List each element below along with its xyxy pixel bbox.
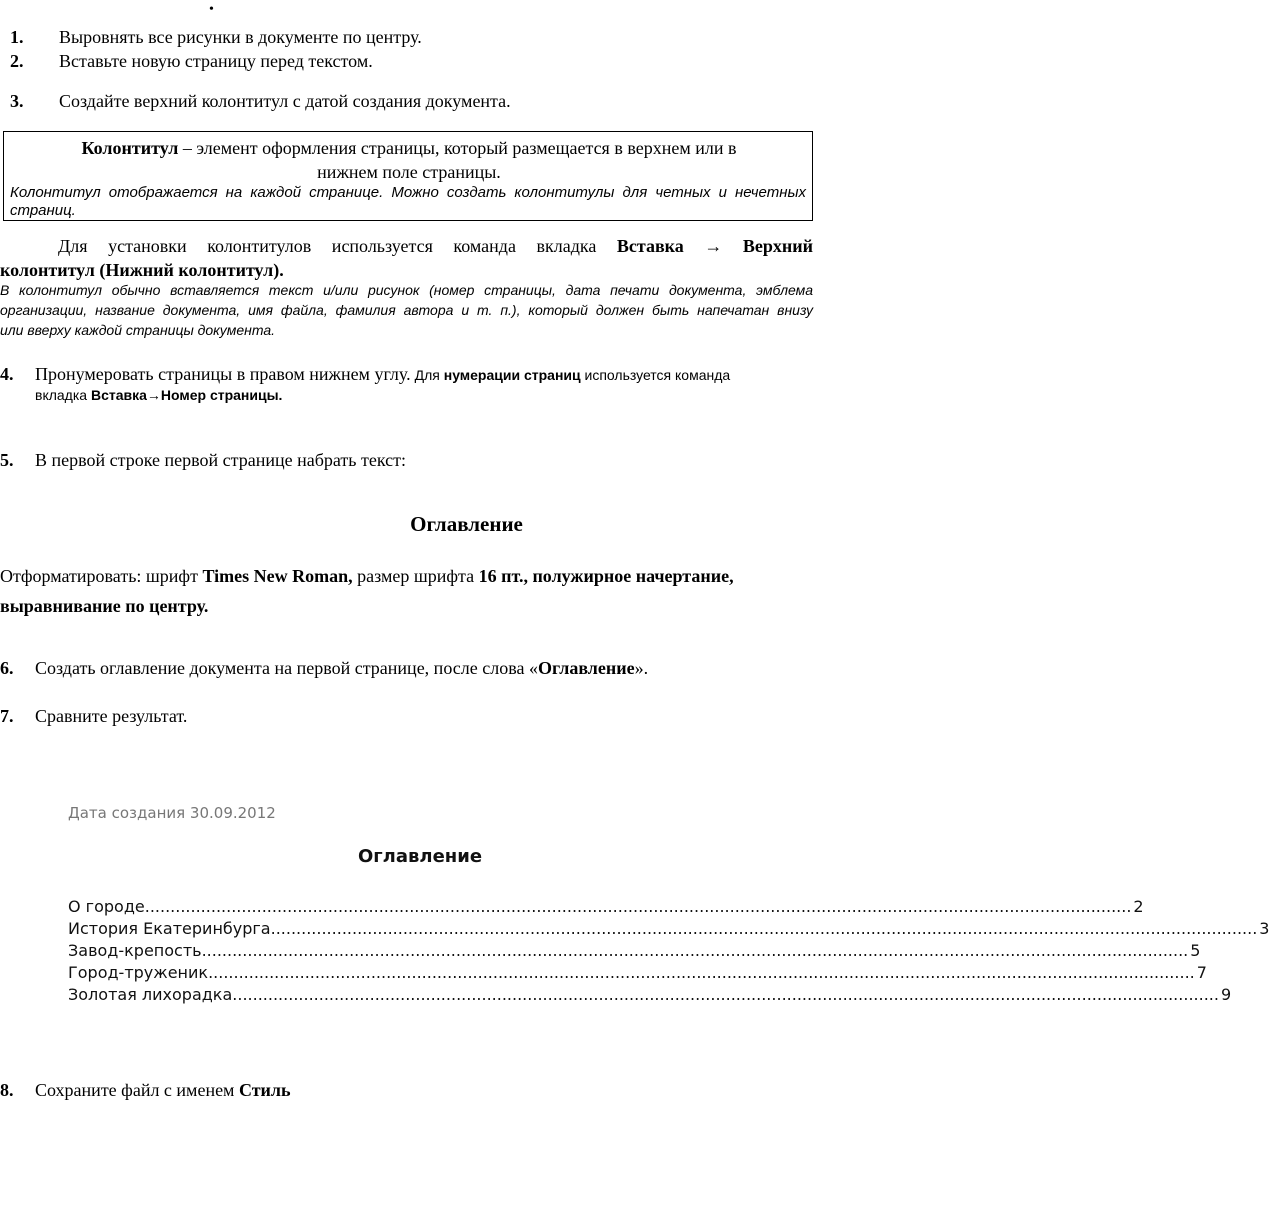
toc-leader-dots: .................................................................................................................................................................................................. bbox=[232, 985, 1219, 1004]
item-4-small-post: используется команда bbox=[580, 367, 731, 383]
toc-leader-dots: .................................................................................................................................................................................................. bbox=[208, 963, 1195, 982]
item-1-number: 1. bbox=[10, 27, 24, 47]
format-pre: Отформатировать: шрифт bbox=[0, 566, 203, 586]
format-align: выравнивание по центру. bbox=[0, 596, 209, 616]
install-command: Вставка → Верхний bbox=[616, 236, 813, 256]
toc-entry-page: 5 bbox=[1190, 941, 1201, 960]
sample-date-header: Дата создания 30.09.2012 bbox=[68, 804, 276, 822]
install-text: Для установки колонтитулов используется команда вкладка bbox=[58, 236, 597, 256]
toc-heading: Оглавление bbox=[410, 512, 523, 536]
item-4-number: 4. bbox=[0, 364, 14, 384]
toc-entry bbox=[68, 960, 1207, 982]
toc-entry-label: Золотая лихорадка bbox=[68, 985, 233, 1004]
toc-entry-page: 3 bbox=[1259, 919, 1269, 938]
item-1-text: Выровнять все рисунки в документе по центру. bbox=[59, 27, 422, 47]
toc-entry-page: 9 bbox=[1220, 985, 1232, 1004]
item-6-post: ». bbox=[634, 658, 649, 678]
toc-entry-page: 2 bbox=[1133, 897, 1144, 916]
toc-entry bbox=[68, 938, 1201, 960]
install-paragraph-line-1 bbox=[58, 236, 813, 257]
item-5-text: В первой строке первой странице набрать текст: bbox=[35, 450, 406, 470]
toc-entry-label: Завод-крепость bbox=[68, 941, 202, 960]
item-3-number: 3. bbox=[10, 91, 24, 111]
item-8-filename: Стиль bbox=[238, 1080, 291, 1100]
toc-entry bbox=[68, 916, 1269, 938]
definition-line-1 bbox=[4, 138, 814, 159]
install-note-line-2: организации, название документа, имя файла, фамилия автора и т. п.), который должен быть напечатан внизу bbox=[0, 302, 813, 318]
sample-toc-title: Оглавление bbox=[357, 846, 483, 867]
item-4-small-pre: Для bbox=[414, 367, 444, 383]
definition-italic-line-1: Колонтитул отображается на каждой странице. Можно создать колонтитулы для четных и нечетных bbox=[10, 184, 806, 201]
item-6-text bbox=[35, 658, 648, 679]
item-4-line-2-text: вкладка bbox=[35, 387, 91, 403]
toc-leader-dots: .................................................................................................................................................................................................. bbox=[144, 897, 1132, 916]
item-5-number: 5. bbox=[0, 450, 14, 470]
toc-entry-page: 7 bbox=[1196, 963, 1207, 982]
definition-italic-line-2: страниц. bbox=[10, 202, 76, 219]
item-7-text: Сравните результат. bbox=[35, 706, 188, 726]
definition-line-2: нижнем поле страницы. bbox=[317, 162, 501, 182]
toc-entry-label: История Екатеринбурга bbox=[68, 919, 271, 938]
item-6-number: 6. bbox=[0, 658, 14, 678]
toc-entry bbox=[68, 894, 1144, 916]
format-paragraph-line-1 bbox=[0, 566, 816, 587]
definition-term: Колонтитул bbox=[81, 138, 179, 158]
install-note-line-1: В колонтитул обычно вставляется текст и/или рисунок (номер страницы, дата печати документа, эмблема bbox=[0, 282, 813, 298]
item-6-bold: Оглавление bbox=[537, 658, 635, 678]
item-2-number: 2. bbox=[10, 51, 24, 71]
toc-entry-label: О городе bbox=[68, 897, 145, 916]
format-style: 16 пт., полужирное начертание, bbox=[478, 566, 734, 586]
item-4-text: Пронумеровать страницы в правом нижнем углу. bbox=[35, 364, 411, 384]
item-3-text: Создайте верхний колонтитул с датой создания документа. bbox=[59, 91, 511, 111]
item-4-small-bold: нумерации страниц bbox=[443, 367, 581, 383]
item-4-line-2 bbox=[35, 387, 282, 403]
toc-leader-dots: .................................................................................................................................................................................................. bbox=[201, 941, 1189, 960]
install-command-cont: колонтитул (Нижний колонтитул). bbox=[0, 260, 284, 280]
install-paragraph-line-2 bbox=[0, 260, 284, 281]
item-4-line-1 bbox=[35, 364, 813, 385]
definition-text: – элемент оформления страницы, который размещается в верхнем или в bbox=[178, 138, 737, 158]
item-4-line-2-bold: Вставка→Номер страницы. bbox=[90, 387, 283, 403]
item-2-text: Вставьте новую страницу перед текстом. bbox=[59, 51, 373, 71]
format-font: Times New Roman, bbox=[202, 566, 353, 586]
install-note-line-3: или вверху каждой страницы документа. bbox=[0, 322, 276, 338]
format-paragraph-line-2 bbox=[0, 596, 208, 617]
bullet-symbol: • bbox=[209, 2, 214, 17]
item-8-pre: Сохраните файл с именем bbox=[35, 1080, 239, 1100]
format-mid: размер шрифта bbox=[352, 566, 479, 586]
item-6-pre: Создать оглавление документа на первой странице, после слова « bbox=[35, 658, 538, 678]
item-7-number: 7. bbox=[0, 706, 14, 726]
item-8-number: 8. bbox=[0, 1080, 14, 1100]
toc-entry bbox=[68, 982, 1232, 1004]
definition-box bbox=[3, 131, 813, 221]
toc-leader-dots: .................................................................................................................................................................................................. bbox=[270, 919, 1258, 938]
toc-entry-label: Город-труженик bbox=[68, 963, 209, 982]
item-8-text bbox=[35, 1080, 291, 1101]
